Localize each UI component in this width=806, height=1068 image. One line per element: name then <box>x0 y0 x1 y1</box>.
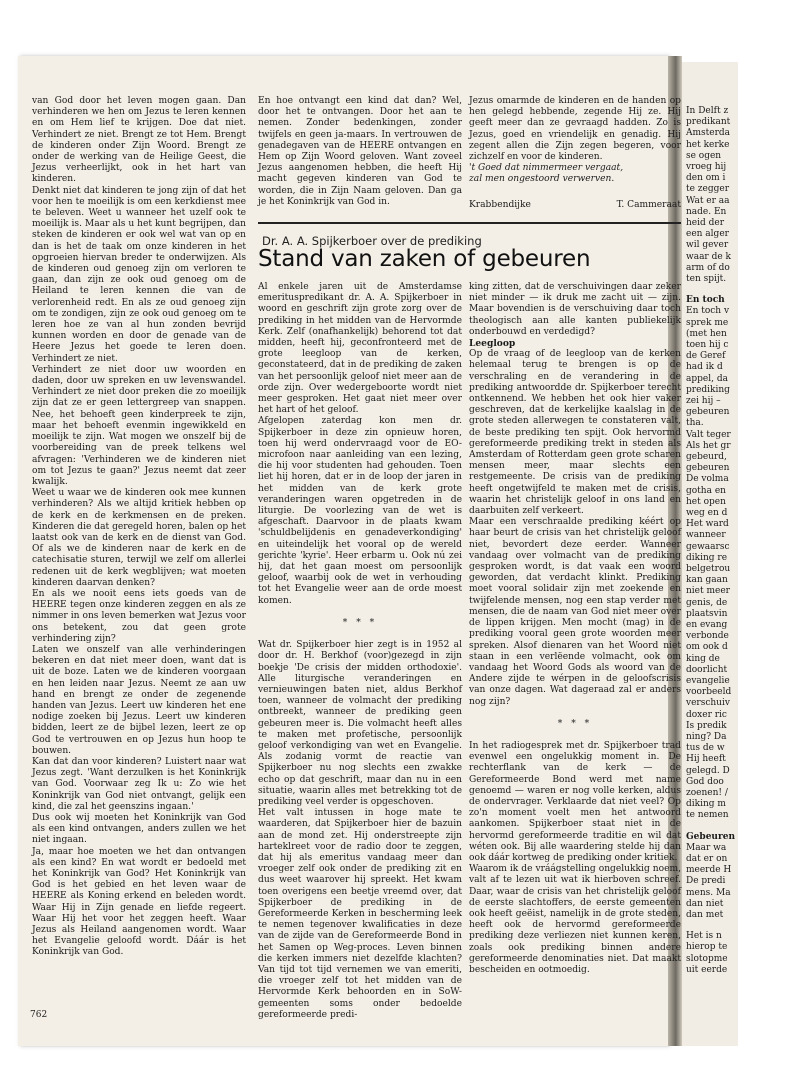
paragraph: king zitten, dat de verschuivingen daar zeker niet minder — ik druk me zacht uit — zijn. Maar bovendien is de verschuiving daar toch theologisch aan alle kanten publiekelijk onderbouwd en verdedigd? <box>469 282 681 337</box>
paragraph: Afgelopen zaterdag kon men dr. Spijkerboer in deze zin opnieuw horen, toen hij werd ondervraagd voor de EO-microfoon naar aanleiding van een lezing, die hij voor studenten had gehouden. Toen liet hij horen, dat er in de loop der jaren in het midden van de kerk grote veranderingen waren opgetreden in de liturgie. De voorlezing van de wet is afgeschaft. Daarvoor in de plaats kwam 'schuldbelijdenis en genadeverkondiging' en uiteindelijk het vooral op de wereld gerichte 'kyrie'. Heer erbarm u. Ook nú zei hij, dat het gaan moest om persoonlijk geloof, waarbij ook de wet in verhouding tot het Evangelie weer aan de orde moest komen. <box>258 416 462 606</box>
paragraph: Laten we onszelf van alle verhinderingen bekeren en dat niet meer doen, want dat is uit de boze. Laten we de kinderen voorgaan en hen leiden naar Jezus. Neemt ze aan uw hand en brengt ze onder de zegenende handen van Jezus. Leert uw kinderen het ene nodige zoeken bij Jezus. Leert uw kinderen bidden, leert ze de bijbel lezen, leert ze op God te vertrouwen en op Jezus hun hoop te bouwen. <box>32 644 246 756</box>
paragraph: Jezus omarmde de kinderen en de handen op hen gelegd hebbende, zegende Hij ze. Hij geeft meer dan ze gevraagd hadden. Zo is Jezus, goed en vriendelijk en genadig. Hij zegent allen die Zijn zegen begeren, voor zichzelf en voor de kinderen. <box>469 96 681 163</box>
next-page-line: tus de w <box>686 743 725 754</box>
section-rule <box>258 222 681 224</box>
next-page-line: heid der <box>686 218 725 228</box>
column-4 <box>258 282 462 1020</box>
next-page-line: uit eerde <box>686 964 728 975</box>
next-page-line: evangelie <box>686 676 730 686</box>
next-page-line: Het is n <box>686 931 722 942</box>
next-page-line: se ogen <box>686 150 722 161</box>
next-page-line: king de <box>686 653 720 664</box>
paragraph: Al enkele jaren uit de Amsterdamse emerituspredikant dr. A. A. Spijkerboer in woord en geschrift zijn grote zorg over de prediking in het midden van de Hervormde Kerk. Zelf (onafhankelijk) behorend tot dat midden, heeft hij, geconfronteerd met de grote leegloop van de kerken, geconstateerd, dat in de prediking de zaken van het persoonlijk geloof niet meer aan de orde zijn. Over wedergeboorte wordt niet meer gesproken. Het gaat niet meer over het hart of het geloof. <box>258 282 462 416</box>
next-page-line: dan niet <box>686 898 724 909</box>
next-page-line: verbonde <box>686 631 729 642</box>
paragraph: Het valt intussen in hoge mate te waarderen, dat Spijkerboer hier de bazuin aan de mond zet. Hij onderstreepte zijn harteklreet voor de radio door te zeggen, dat hij als emeritus vandaag meer dan vroeger zelf ook onder de prediking zit en dus weet waarover hij spreekt. Het kwam toen overigens een beetje vreemd over, dat Spijkerboer de prediking in de Gereformeerde Kerken in bescherming leek te nemen tegenover kwalificaties in deze van de zijde van de Gereformeerde Bond in het Samen op Weg-proces. Leven binnen die kerken immers niet dezelfde klachten? Van tijd tot tijd vernemen we van emeriti, die vroeger zelf tot het midden van de Hervormde Kerk behoorden en in SoW-gemeenten soms onder bedoelde gereformeerde predi- <box>258 808 462 1020</box>
next-page-line: niet meer <box>686 586 730 597</box>
next-page-line: ning? Da <box>686 732 727 742</box>
paragraph: Weet u waar we de kinderen ook mee kunnen verhinderen? Als we altijd kritiek hebben op de kerk en de kerkmensen en de preken. Kinderen die dat geregeld horen, balen op het laatst ook van de kerk en de dienst van God. Of als we de kinderen naar de kerk en de catechisatie sturen, terwijl we zelf om allerlei redenen uit de kerk wegblijven; wat moeten kinderen daarvan denken? <box>32 488 246 588</box>
next-page-edge <box>682 62 738 1046</box>
next-page-line: In Delft z <box>686 106 729 116</box>
next-page-line: gebeuren <box>686 407 730 418</box>
next-page-line: wanneer <box>686 530 726 541</box>
paragraph: Verhindert ze niet door uw woorden en daden, door uw spreken en uw levenswandel. Verhindert ze niet door preken die zo moeilijk zijn dat ze er geen lettergreep van snappen. Nee, het behoeft geen kinderpreek te zijn, maar het behoeft evenmin ingewikkeld en moeilijk te zijn. Wat mogen we onszelf bij de voorbereiding van de preek telkens wel afvragen: 'Verhinderen we de kinderen niet om tot Jezus te gaan?' Jezus neemt dat zeer kwalijk. <box>32 364 246 487</box>
article-kicker: Dr. A. A. Spijkerboer over de prediking <box>262 234 482 248</box>
next-page-line: De volma <box>686 474 729 485</box>
next-page-line: En toch <box>686 295 725 306</box>
next-page-line: kan gaan <box>686 575 728 586</box>
next-page-line: predikant <box>686 117 731 128</box>
verse-line: 't Goed dat nimmermeer vergaat, <box>469 163 624 174</box>
column-5 <box>469 282 681 1012</box>
next-page-line: De predi <box>686 876 726 887</box>
next-page-line: diking re <box>686 552 728 563</box>
section-divider: * * * <box>557 718 593 729</box>
next-page-line: sprek me <box>686 317 729 328</box>
next-page-line: Hij heeft <box>686 754 726 765</box>
next-page-line: den om i <box>686 173 726 184</box>
next-page-line: gewaarsc <box>686 541 730 552</box>
paragraph: Denkt niet dat kinderen te jong zijn of dat het voor hen te moeilijk is om een kerkdienst mee te beleven. Weet u wanneer het uzelf ook te moeilijk is. Maar als u het kunt begrijpen, dan steken de kinderen er ook wel wat van op en dan is het de taak om onze kinderen in het opgroeien hiervan breder te onderwijzen. Als de kinderen oud genoeg zijn om verloren te gaan, dan zijn ze ook oud genoeg om de Heiland te leren kennen die van de verlorenheid redt. En als ze oud genoeg zijn om te zondigen, zijn ze ook oud genoeg om te leren hoe ze van al hun zonden bevrijd kunnen worden en door de genade van de Heere Jezus het goede te leren doen. Verhindert ze niet. <box>32 185 246 364</box>
next-page-line: toen hij c <box>686 340 729 350</box>
paragraph: En als we nooit eens iets goeds van de HEERE tegen onze kinderen zeggen en als ze nimmer in ons leven bemerken wat Jezus voor ons betekent, zou dat geen grote verhindering zijn? <box>32 588 246 644</box>
page-number: 762 <box>30 1010 48 1020</box>
next-page-line: plaatsvin <box>686 608 728 619</box>
next-page-line: slotopme <box>686 953 728 964</box>
next-page-line: gelegd. D <box>686 765 730 776</box>
next-page-line: verschuiv <box>686 698 730 709</box>
next-page-line: En toch v <box>686 306 730 317</box>
next-page-line: ten spijt. <box>686 274 727 284</box>
next-page-line: gebeuren <box>686 463 730 474</box>
next-page-line: dan met <box>686 910 724 920</box>
next-page-line: prediking <box>686 384 730 395</box>
next-page-line: diking m <box>686 799 726 810</box>
next-page-line: voorbeeld <box>686 687 732 698</box>
paragraph: Dus ook wij moeten het Koninkrijk van God als een kind ontvangen, anders zullen we het niet ingaan. <box>32 813 246 846</box>
next-page-line: nade. En <box>686 206 727 217</box>
next-page-line: Is predik <box>686 720 727 731</box>
article-headline: Stand van zaken of gebeuren <box>258 246 591 272</box>
next-page-line: te nemen <box>686 810 729 821</box>
next-page-line: mens. Ma <box>686 887 731 898</box>
next-page-line: (met hen <box>686 328 727 339</box>
next-page-line: te zegger <box>686 184 730 195</box>
paragraph: Waarom ik de vráágstelling ongelukkig noem, valt af te lezen uit wat ik hierboven schreef. Daar, waar de crisis van het christelijk geloof de eerste slachtoffers, de eerste gemeenten ook heeft geëist, namelijk in de grote steden, heeft ook de hervormd gereformeerde prediking deze verliezen niet kunnen keren, zoals ook prediking binnen andere gereformeerde denominaties niet. Dat maakt bescheiden en ootmoedig. <box>469 864 681 975</box>
next-page-line: een alger <box>686 229 729 240</box>
next-page-line: gotha en <box>686 485 726 496</box>
paragraph: Maar een verschraalde prediking kéért op haar beurt de crisis van het christelijk geloof niet, bevordert deze eerder. Wanneer vandaag over volmacht van de prediking gesproken wordt, is dat vaak een woord geworden, dat verdacht klinkt. Prediking moet vooral solidair zijn met zoekende en twijfelende mensen, nog een stap verder met mensen, die de naam van God niet meer over de lippen krijgen. Men mocht (mag) in de prediking vooral geen grote woorden meer spreken. Alsof dienaren van het Woord niet staan in een verlëende volmacht, ook om vandaag het Woord Gods als woord van de Andere zijde te wérpen in de geloofscrisis van onze dagen. Wat dageraad zal er anders nog zijn? <box>469 517 681 707</box>
next-page-line: tha. <box>686 418 704 429</box>
next-page-line: doxer ric <box>686 709 727 720</box>
paragraph: In het radiogesprek met dr. Spijkerboer trad evenwel een ongelukkig moment in. De rechterflank van de kerk — de Gereformeerde Bond werd met name genoemd — waren er nog volle kerken, aldus de ondervrager. Verklaarde dat niet veel? Op zo'n moment voelt men het antwoord aankomen. Spijkerboer staat niet in de hervormd gereformeerde traditie en wil dat wéten ook. Bij alle waardering stelde hij dan ook dáár kortweg de prediking onder kritiek. <box>469 740 681 863</box>
section-divider: * * * <box>342 617 378 628</box>
next-page-line: Amsterda <box>686 128 731 139</box>
next-page-line: waar de k <box>686 251 731 262</box>
next-page-line: en evang <box>686 620 728 630</box>
next-page-line: arm of do <box>686 262 730 273</box>
author-name: T. Cammeraat <box>616 199 681 210</box>
next-page-line: het open <box>686 496 726 507</box>
next-page-line: belgetrou <box>686 564 731 574</box>
paragraph: En hoe ontvangt een kind dat dan? Wel, door het te ontvangen. Door het aan te nemen. Zonder bedenkingen, zonder twijfels en geen ja-maars. In vertrouwen de genadegaven van de HEERE ontvangen en Hem op Zijn Woord geloven. Want zoveel Jezus aangenomen hebben, die heeft Hij macht gegeven kinderen van God te worden, die in Zijn Naam geloven. Dan ga je het Koninkrijk van God in. <box>258 96 462 207</box>
next-page-line: zei hij – <box>686 396 721 406</box>
paragraph: Kan dat dan voor kinderen? Luistert naar wat Jezus zegt. 'Want derzulken is het Koninkrijk van God. Voorwaar zeg Ik u: Zo wie het Koninkrijk van God niet ontvangt, gelijk een kind, die zal het geenszins ingaan.' <box>32 756 246 812</box>
signature-line <box>469 200 681 211</box>
column-1 <box>32 96 246 1004</box>
next-page-line: Gebeuren <box>686 831 735 842</box>
paragraph: Ja, maar hoe moeten we het dan ontvangen als een kind? En wat wordt er bedoeld met het Koninkrijk van God? Het Koninkrijk van God is het gebied en het leven waar de HEERE als Koning erkend en beleden wordt. Waar Hij in Zijn genade en liefde regeert. Waar Hij het voor het zeggen heeft. Waar Jezus als Heiland aangenomen wordt. Waar het Evangelie geloofd wordt. Dáár is het Koninkrijk van God. <box>32 846 246 958</box>
next-page-line: meerde H <box>686 865 732 876</box>
next-page-line: dat er on <box>686 854 728 864</box>
paragraph: Op de vraag of de leegloop van de kerken helemaal terug te brengen is op de verschraling en de verandering in de prediking antwoordde dr. Spijkerboer terecht ontkennend. We hebben het ook hier vaker geschreven, dat de kerkelijke kaalslag in de grote steden allerwegen te constateren valt, de beste prediking ten spijt. Ook hervormd gereformeerde prediking trekt in steden als Amsterdam of Rotterdam geen grote scharen mensen meer, maar slechts een restgemeente. De crisis van de prediking heeft ongetwijfeld te maken met de crisis, waarin het christelijk geloof in ons land en daarbuiten zelf verkeert. <box>469 349 681 517</box>
next-page-line: Als het gr <box>686 440 731 451</box>
next-page-line: doorlicht <box>686 664 728 675</box>
paragraph: van God door het leven mogen gaan. Dan verhinderen we hen om Jezus te leren kennen en om Hem lief te krijgen. Doe dat niet. Verhindert ze niet. Brengt ze tot Hem. Brengt de kinderen onder Zijn Woord. Brengt ze onder de werking van de Heilige Geest, die Jezus verheerlijkt, ook in het hart van kinderen. <box>32 96 246 185</box>
next-page-line: weg en d <box>686 508 728 518</box>
subheading: Leegloop <box>469 338 516 350</box>
next-page-line: Valt teger <box>686 429 731 440</box>
next-page-line: had ik d <box>686 362 723 373</box>
next-page-line: wil gever <box>686 240 729 251</box>
author-place: Krabbendijke <box>469 199 531 210</box>
column-3 <box>469 96 681 212</box>
next-page-line: Het ward <box>686 519 729 530</box>
next-page-line: hierop te <box>686 942 728 953</box>
column-2 <box>258 96 462 212</box>
next-page-line: Wat er aa <box>686 195 730 206</box>
next-page-line: om ook d <box>686 642 728 653</box>
next-page-line: God doo <box>686 776 724 787</box>
next-page-line: de Geref <box>686 351 726 362</box>
next-page-line: genis, de <box>686 597 728 608</box>
next-page-line: zoenen! / <box>686 788 728 798</box>
next-page-line: gebeurd, <box>686 452 727 462</box>
next-page-line: het kerke <box>686 139 730 150</box>
next-page-line: Maar wa <box>686 842 727 853</box>
next-page-line: appel, da <box>686 373 728 384</box>
next-page-line: vroeg hij <box>686 162 727 172</box>
verse-line: zal men ongestoord verwerven. <box>469 174 615 185</box>
paragraph: Wat dr. Spijkerboer hier zegt is in 1952 al door dr. H. Berkhof (voor)gezegd in zijn boekje 'De crisis der midden orthodoxie'. Alle liturgische veranderingen en vernieuwingen baten niet, aldus Berkhof toen, wanneer de volmacht der prediking ontbreekt, wanneer de prediking geen gebeuren meer is. Die volmacht heeft alles te maken met profetische, persoonlijk geloof verkondiging van wet en Evangelie. Als zodanig vormt de reactie van Spijkerboer nu nog slechts een zwakke echo op dat geschrift, maar dan nu in een situatie, waarin alles met betrekking tot de prediking veel verder is opgeschoven. <box>258 640 462 807</box>
